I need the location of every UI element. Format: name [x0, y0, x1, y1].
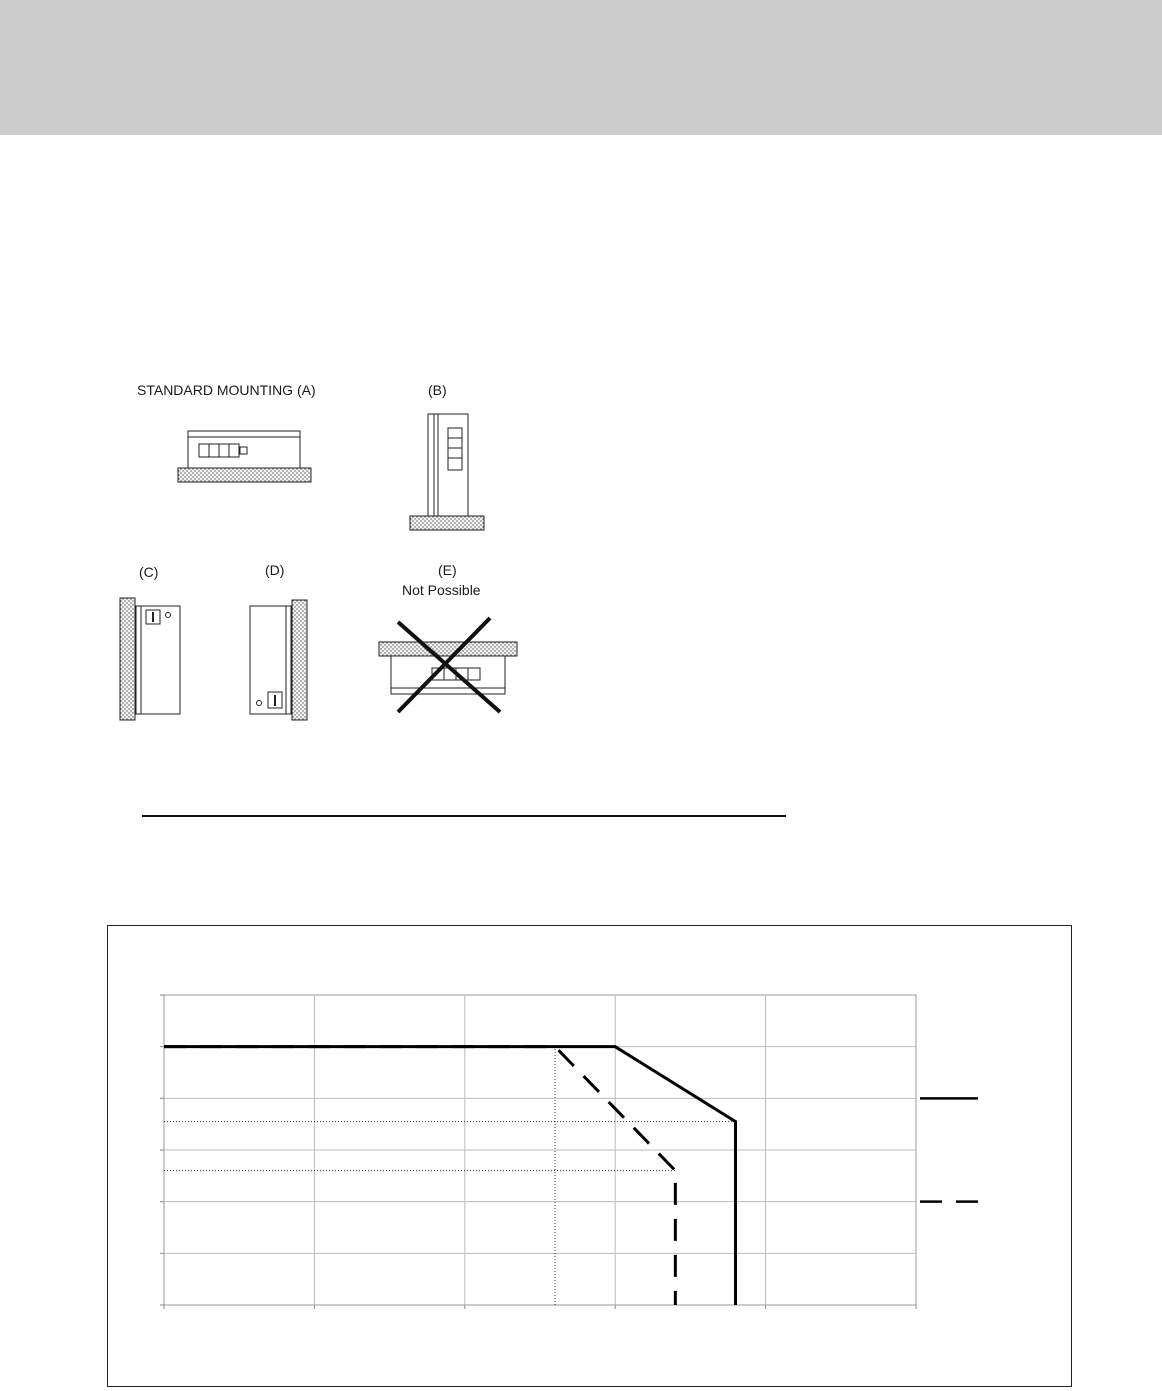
mounting-b-drawing: [410, 414, 484, 530]
series-solid-line: [164, 1047, 736, 1305]
chart-reference-lines: [164, 1047, 736, 1305]
mounting-d-label: (D): [265, 562, 285, 578]
mounting-e-drawing: [379, 618, 517, 712]
mounting-c-label: (C): [139, 564, 159, 580]
mounting-c-drawing: [120, 598, 180, 720]
section-divider: [142, 815, 786, 817]
mounting-b-label: (B): [428, 382, 447, 398]
mounting-e-label: (E): [438, 562, 457, 578]
mounting-a-label: STANDARD MOUNTING (A): [137, 382, 316, 398]
series-dashed-line: [164, 1047, 675, 1305]
mounting-d-drawing: [250, 600, 307, 720]
chart-legend: [920, 1098, 978, 1201]
mounting-e-note: Not Possible: [402, 582, 481, 598]
derating-chart-frame: [107, 925, 1072, 1387]
mounting-a-drawing: [178, 431, 311, 482]
derating-chart: [108, 926, 1071, 1386]
chart-series: [164, 1047, 736, 1305]
chart-grid: [160, 995, 916, 1309]
